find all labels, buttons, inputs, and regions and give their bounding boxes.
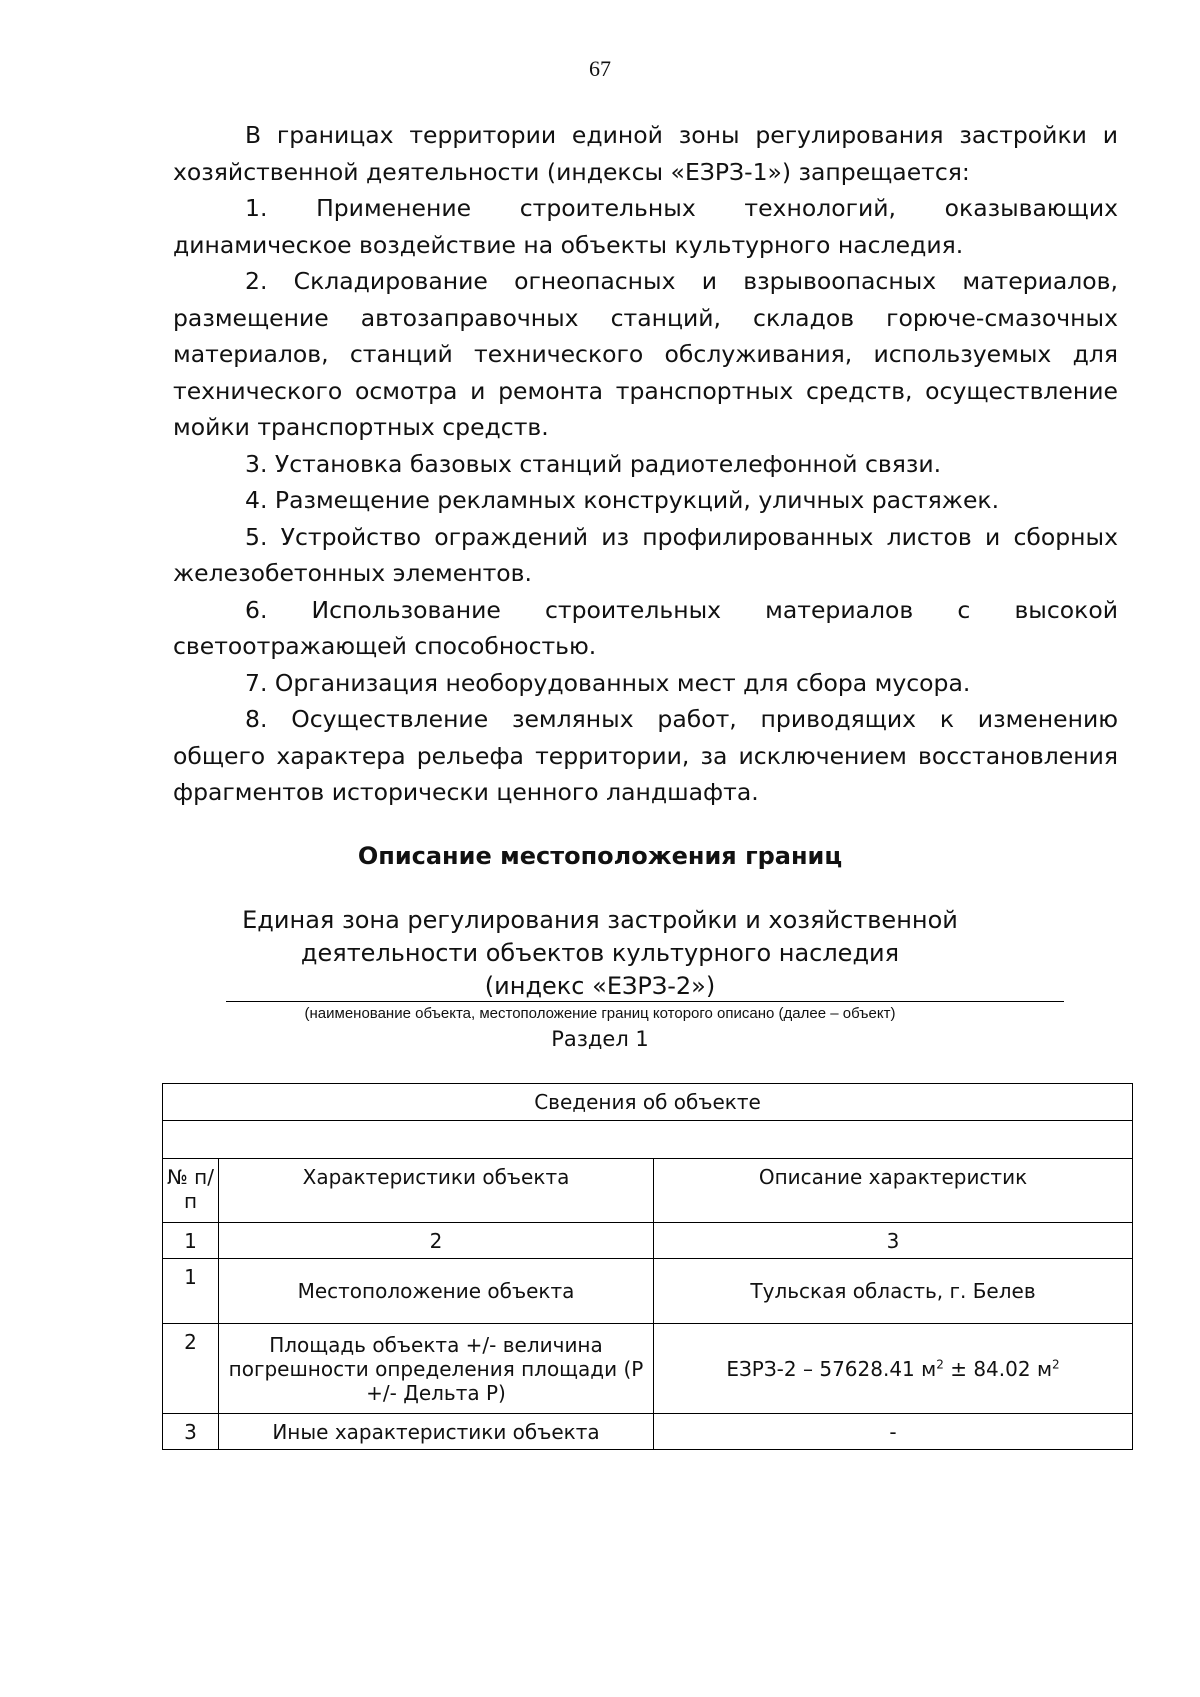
list-item: 3. Установка базовых станций радиотелефонной связи. (245, 449, 942, 478)
intro-paragraph: В границах территории единой зоны регулирования застройки и хозяйственной деятельности (индексы «ЕЗРЗ-1») запрещается: (173, 121, 1118, 186)
column-number: 3 (654, 1223, 1133, 1259)
object-title-line: Единая зона регулирования застройки и хозяйственной (242, 906, 958, 934)
row-number: 3 (163, 1414, 219, 1450)
row-description: Тульская область, г. Белев (654, 1259, 1133, 1324)
table-title-row (163, 1084, 1133, 1121)
object-title (0, 904, 1200, 1003)
page-number: 67 (589, 56, 611, 81)
list-item: 5. Устройство ограждений из профилированных листов и сборных железобетонных элементов. (173, 522, 1118, 587)
list-item: 1. Применение строительных технологий, оказывающих динамическое воздействие на объекты культурного наследия. (173, 194, 1118, 259)
column-number: 2 (219, 1223, 654, 1259)
list-item: 8. Осуществление земляных работ, приводящих к изменению общего характера рельефа территории, за исключением восстановления фрагментов исторически ценного ландшафта. (173, 705, 1118, 806)
area-value: ЕЗРЗ-2 – 57628.41 м (726, 1356, 937, 1381)
section-label: Раздел 1 (551, 1027, 649, 1051)
table-title: Сведения об объекте (163, 1084, 1133, 1121)
list-item: 7. Организация необорудованных мест для сбора мусора. (245, 668, 971, 697)
list-item: 4. Размещение рекламных конструкций, уличных растяжек. (245, 486, 1000, 514)
empty-cell (163, 1121, 1133, 1159)
table-row (163, 1414, 1133, 1450)
column-number: 1 (163, 1223, 219, 1259)
list-item: 2. Складирование огнеопасных и взрывоопасных материалов, размещение автозаправочных станций, складов горюче-смазочных материалов, станций технического обслуживания, используемых для технического осмотра и ремонта транспортных средств, осуществление мойки транспортных средств. (173, 267, 1118, 441)
row-description (654, 1324, 1133, 1414)
row-characteristic: Иные характеристики объекта (219, 1414, 654, 1450)
header-number: № п/п (163, 1159, 219, 1223)
object-title-line: (индекс «ЕЗРЗ-2») (484, 972, 716, 1000)
row-description: - (654, 1414, 1133, 1450)
row-number: 2 (163, 1324, 219, 1414)
table-row (163, 1324, 1133, 1414)
row-number: 1 (163, 1259, 219, 1324)
list-item: 6. Использование строительных материалов с высокой светоотражающей способностью. (173, 595, 1118, 660)
row-characteristic: Местоположение объекта (219, 1259, 654, 1324)
object-caption: (наименование объекта, местоположение границ которого описано (далее – объект) (304, 1005, 896, 1022)
area-error-value: ± 84.02 м (943, 1356, 1053, 1381)
table-row (163, 1259, 1133, 1324)
object-title-line: деятельности объектов культурного наследия (300, 939, 900, 967)
table-column-numbers-row (163, 1223, 1133, 1259)
object-info-table (162, 1083, 1133, 1450)
header-description: Описание характеристик (654, 1159, 1133, 1223)
restrictions-text (173, 117, 1118, 811)
header-characteristic: Характеристики объекта (219, 1159, 654, 1223)
underline-rule (226, 1001, 1064, 1002)
table-header-row (163, 1159, 1133, 1223)
row-characteristic: Площадь объекта +/- величина погрешности определения площади (Р +/- Дельта Р) (219, 1324, 654, 1414)
area-unit-power: 2 (936, 1356, 944, 1371)
error-unit-power: 2 (1052, 1356, 1060, 1371)
section-heading: Описание местоположения границ (357, 842, 843, 870)
table-empty-row (163, 1121, 1133, 1159)
